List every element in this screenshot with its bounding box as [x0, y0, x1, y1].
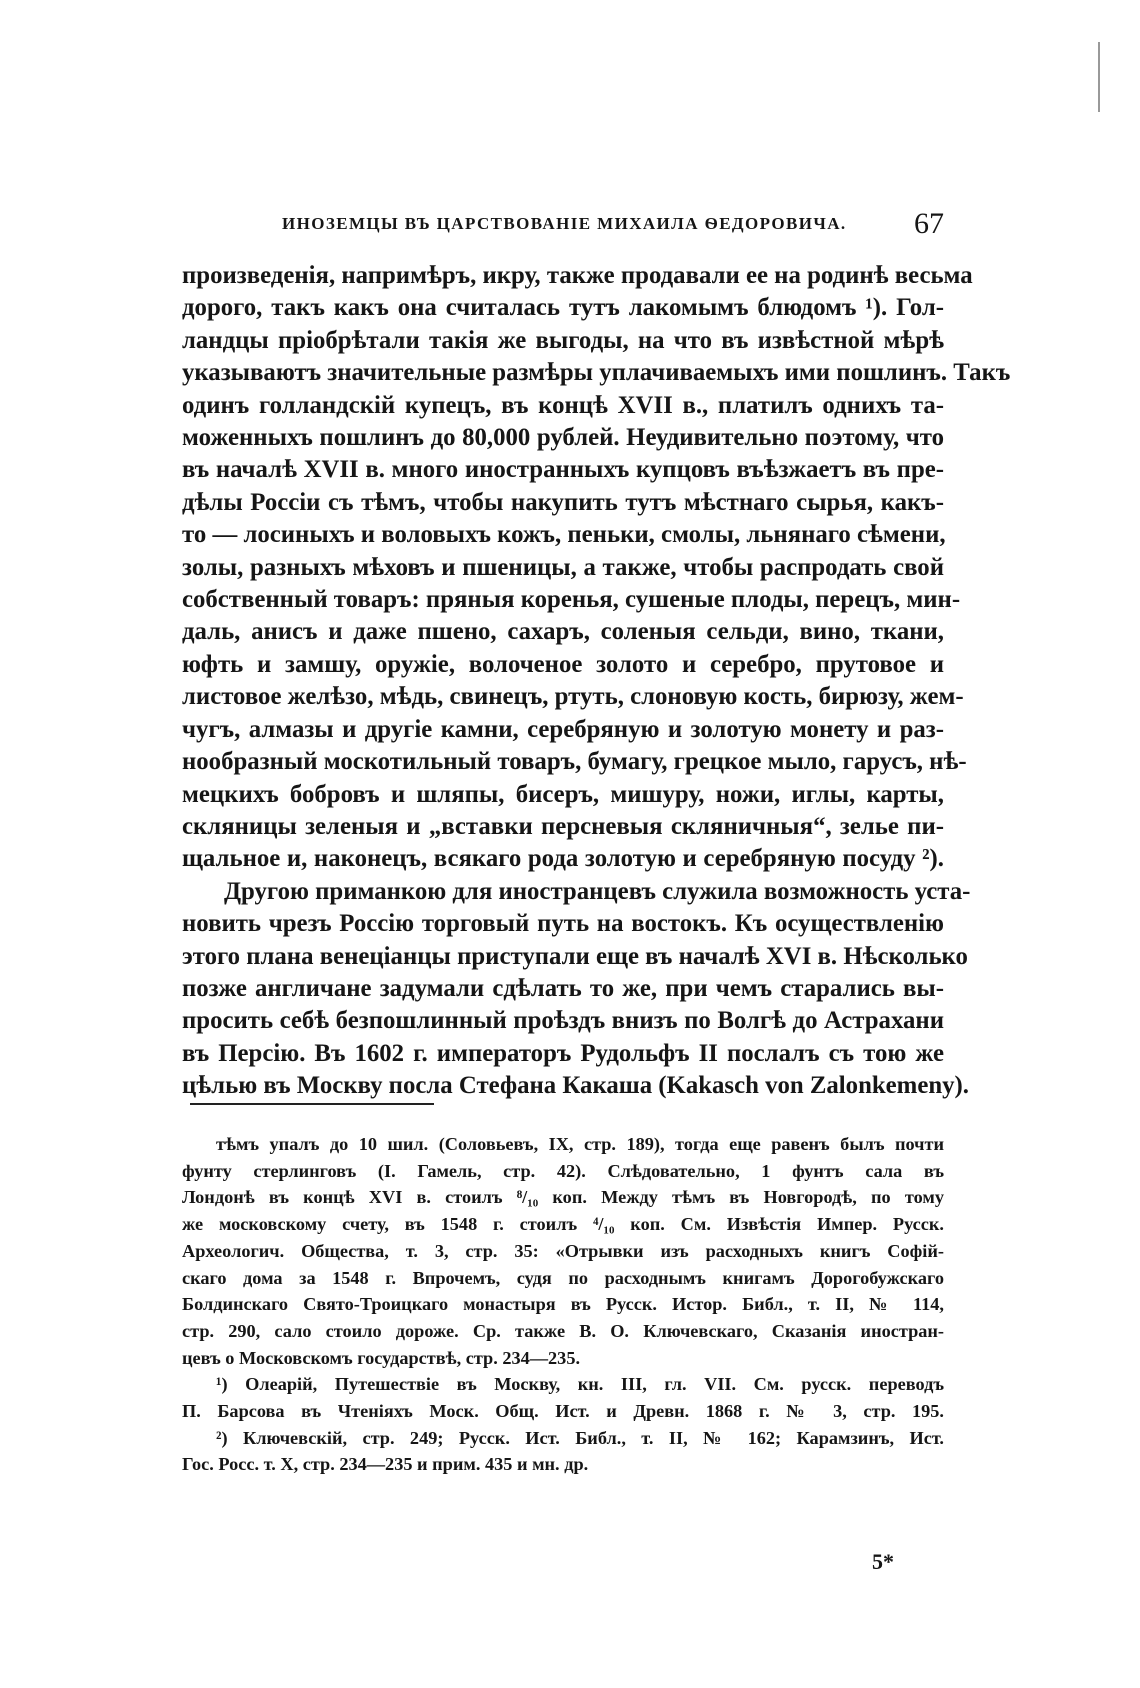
text-line: мецкихъ бобровъ и шляпы, бисеръ, мишуру, ножи, иглы, карты, — [182, 780, 944, 808]
footnote-1-line: П. Барсова въ Чтеніяхъ Моск. Общ. Ист. и Древн. 1868 г. № 3, стр. 195. — [182, 1401, 944, 1422]
text-line: чугъ, алмазы и другіе камни, серебряную и золотую монету и раз- — [182, 715, 944, 743]
text-line: скляницы зеленыя и „вставки персневыя скляничныя“, зелье пи- — [182, 812, 944, 840]
text-line: листовое желѣзо, мѣдь, свинецъ, ртуть, слоновую кость, бирюзу, жем- — [182, 683, 964, 711]
footnote-line: фунту стерлинговъ (I. Гамель, стр. 42). Слѣдовательно, 1 фунтъ сала въ — [182, 1160, 944, 1181]
text-line: просить себѣ безпошлинный проѣздъ внизъ по Волгѣ до Астрахани — [182, 1007, 944, 1035]
footnote-line: Лондонѣ въ концѣ XVI в. стоилъ ⁸/₁₀ коп. Между тѣмъ въ Новгородѣ, по тому — [182, 1187, 944, 1208]
text-line: дѣлы Россіи съ тѣмъ, чтобы накупить тутъ мѣстнаго сырья, какъ- — [182, 488, 944, 516]
footnote-line: тѣмъ упалъ до 10 шил. (Соловьевъ, IX, стр. 189), тогда еще равенъ былъ почти — [216, 1134, 944, 1154]
text-line: одинъ голландскій купецъ, въ концѣ XVII в., платилъ однихъ та- — [182, 391, 944, 419]
text-line: этого плана венеціанцы приступали еще въ началѣ XVI в. Нѣсколько — [182, 942, 968, 970]
text-line: нообразный москотильный товаръ, бумагу, грецкое мыло, гарусъ, нѣ- — [182, 748, 967, 776]
text-line: то — лосиныхъ и воловыхъ кожъ, пеньки, смолы, льнянаго сѣмени, — [182, 521, 946, 549]
running-head: ИНОЗЕМЦЫ ВЪ ЦАРСТВОВАНІЕ МИХАИЛА ѲЕДОРОВИЧА. — [282, 214, 847, 233]
text-line: въ началѣ XVII в. много иностранныхъ купцовъ въѣзжаетъ въ пре- — [182, 456, 944, 484]
text-line: юфть и замшу, оружіе, волоченое золото и серебро, прутовое и — [182, 650, 944, 678]
signature-mark: 5* — [872, 1549, 894, 1574]
text-line: произведенія, напримѣръ, икру, также продавали ее на родинѣ весьма — [182, 262, 973, 289]
footnote-2-line: Гос. Росс. т. X, стр. 234—235 и прим. 435 и мн. др. — [182, 1454, 589, 1475]
footnote-line: же московскому счету, въ 1548 г. стоилъ ⁴/₁₀ коп. См. Извѣстія Импер. Русск. — [182, 1214, 944, 1235]
text-line: новить чрезъ Россію торговый путь на востокъ. Къ осуществленію — [182, 910, 944, 938]
text-line: моженныхъ пошлинъ до 80,000 рублей. Неудивительно поэтому, что — [182, 424, 944, 452]
page-header — [182, 206, 944, 246]
text-line: даль, анисъ и даже пшено, сахаръ, соленыя сельди, вино, ткани, — [182, 618, 944, 646]
text-line: указываютъ значительные размѣры уплачиваемыхъ ими пошлинъ. Такъ — [182, 359, 1011, 387]
text-line: ландцы пріобрѣтали такія же выгоды, на что въ извѣстной мѣрѣ — [182, 326, 944, 354]
main-text — [182, 260, 1011, 1103]
footnote-separator — [190, 1103, 434, 1105]
paragraph-start-line: Другою приманкою для иностранцевъ служила возможность уста- — [224, 877, 971, 905]
footnote-2-line: ²) Ключевскій, стр. 249; Русск. Ист. Библ., т. II, № 162; Карамзинъ, Ист. — [216, 1427, 944, 1448]
page-edge-line — [1098, 42, 1100, 112]
footnote-line: Археологич. Общества, т. 3, стр. 35: «Отрывки изъ расходныхъ книгъ Софій- — [182, 1240, 944, 1261]
footnote-line: скаго дома за 1548 г. Впрочемъ, судя по расходнымъ книгамъ Дорогобужскаго — [182, 1267, 944, 1288]
text-line: дорого, такъ какъ она считалась тутъ лакомымъ блюдомъ ¹). Гол- — [182, 294, 944, 322]
page-number: 67 — [914, 207, 944, 240]
footnote-1-line: ¹) Олеарій, Путешествіе въ Москву, кн. III, гл. VII. См. русск. переводъ — [216, 1374, 944, 1395]
text-line: цѣлью въ Москву посла Стефана Какаша (Kakasch von Zalonkemeny). — [182, 1072, 969, 1100]
footnote-line: стр. 290, сало стоило дороже. Ср. также В. О. Ключевскаго, Сказанія иностран- — [182, 1320, 944, 1341]
text-line: позже англичане задумали сдѣлать то же, при чемъ старались вы- — [182, 974, 944, 1002]
footnote-line: Болдинскаго Свято-Троицкаго монастыря въ Русск. Истор. Библ., т. II, № 114, — [182, 1294, 944, 1315]
footnote-line: цевъ о Московскомъ государствѣ, стр. 234—235. — [182, 1347, 581, 1368]
text-line: щальное и, наконецъ, всякаго рода золотую и серебряную посуду ²). — [182, 845, 944, 873]
footnotes — [182, 1131, 944, 1478]
text-line: въ Персію. Въ 1602 г. императоръ Рудольфъ II послалъ съ тою же — [182, 1039, 944, 1067]
text-line: собственный товаръ: пряныя коренья, сушеные плоды, перецъ, мин- — [182, 586, 961, 614]
text-line: золы, разныхъ мѣховъ и пшеницы, а также, чтобы распродать свой — [182, 553, 944, 581]
